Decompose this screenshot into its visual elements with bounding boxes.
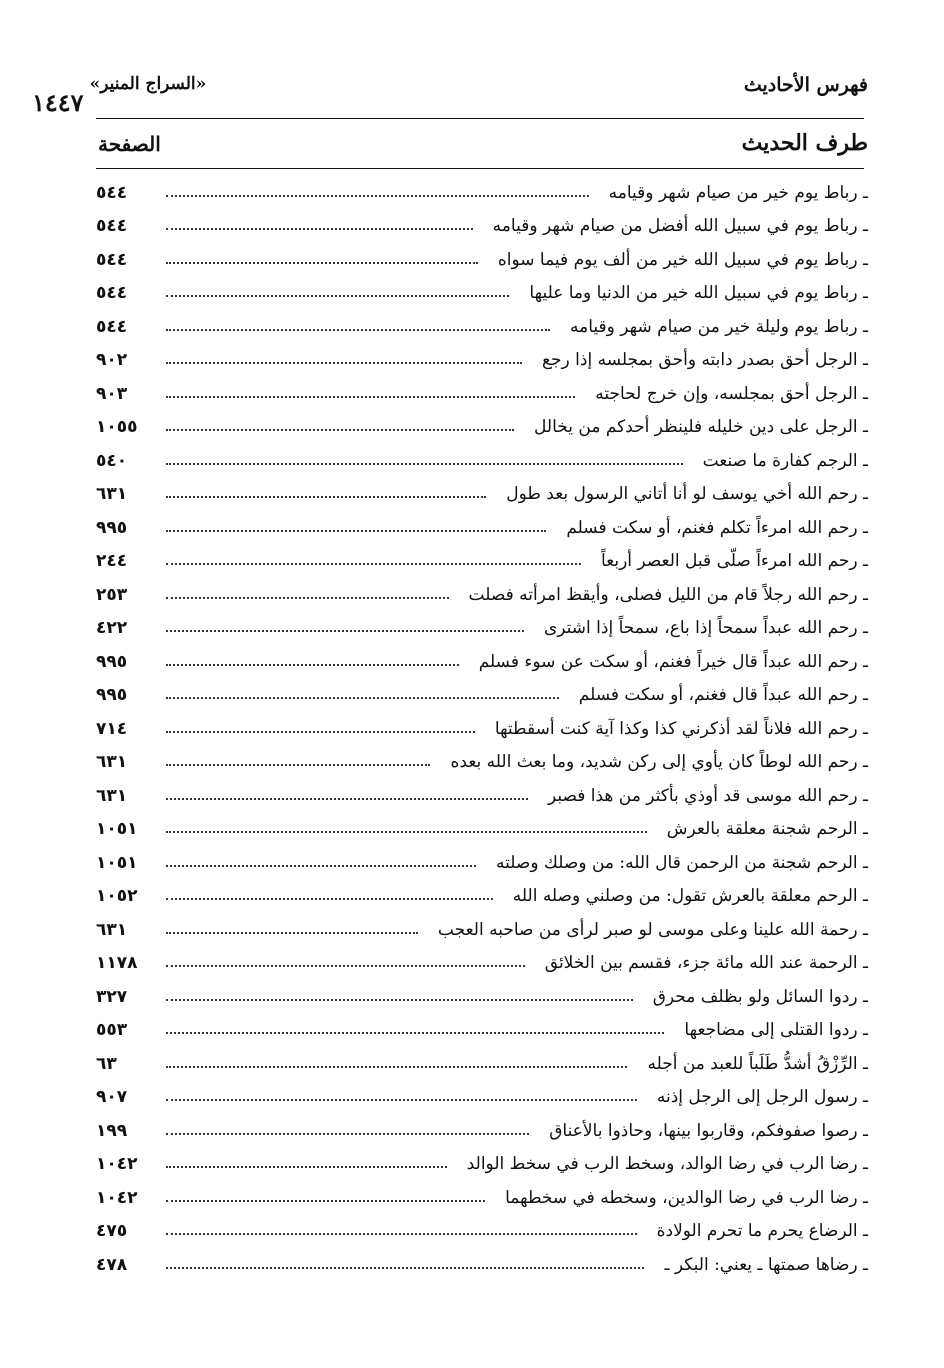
hadith-text: ـ ردوا السائل ولو بظلف محرق [652, 986, 868, 1007]
dot-leader [166, 429, 514, 431]
page-ref: ١١٧٨ [96, 953, 138, 974]
page-ref: ٦٣١ [96, 484, 128, 505]
dot-leader [166, 865, 476, 867]
index-row [96, 712, 868, 746]
hadith-text: ـ رباط يوم في سبيل الله خير من ألف يوم فيما سواه [497, 249, 868, 270]
page-ref: ١٠٤٢ [96, 1154, 138, 1175]
hadith-text: ـ الرحم شجنة من الرحمن قال الله: من وصلك وصلته [496, 852, 868, 873]
page-ref: ٥٤٤ [96, 182, 128, 203]
index-row [96, 511, 868, 545]
page-ref: ١٠٥٥ [96, 417, 138, 438]
hadith-text: ـ رحم الله امرءاً تكلم فغنم، أو سكت فسلم [566, 517, 868, 538]
index-row [96, 880, 868, 914]
page-ref: ٤٧٨ [96, 1254, 128, 1275]
dot-leader [166, 563, 581, 565]
dot-leader [166, 664, 459, 666]
index-row [96, 1081, 868, 1115]
page-ref: ٩٩٥ [96, 685, 128, 706]
page-ref: ٥٤٤ [96, 249, 128, 270]
page-ref: ٥٤٠ [96, 450, 128, 471]
hadith-text: ـ رحم الله أخي يوسف لو أنا أتاني الرسول بعد طول [506, 484, 868, 505]
index-row [96, 444, 868, 478]
top-rule [96, 118, 864, 119]
page-ref: ٢٤٤ [96, 551, 128, 572]
index-row [96, 813, 868, 847]
index-row [96, 243, 868, 277]
page-ref: ٤٢٢ [96, 618, 128, 639]
dot-leader [166, 496, 486, 498]
index-row [96, 1014, 868, 1048]
page-ref: ٥٥٣ [96, 1020, 128, 1041]
hadith-text: ـ رحم الله موسى قد أوذي بأكثر من هذا فصبر [547, 785, 868, 806]
index-row [96, 1181, 868, 1215]
index-row [96, 947, 868, 981]
column-header-page: الصفحة [98, 132, 161, 156]
index-row [96, 746, 868, 780]
page-ref: ٦٣١ [96, 752, 128, 773]
dot-leader [166, 1099, 637, 1101]
page-ref: ٥٤٤ [96, 283, 128, 304]
dot-leader [166, 697, 559, 699]
index-row [96, 645, 868, 679]
hadith-text: ـ الرحمة عند الله مائة جزء، فقسم بين الخلائق [544, 953, 868, 974]
dot-leader [166, 932, 418, 934]
hadith-text: ـ الرجل على دين خليله فلينظر أحدكم من يخالل [534, 417, 868, 438]
index-row [96, 478, 868, 512]
page-ref: ٢٥٣ [96, 584, 128, 605]
hadith-text: ـ رحم الله عبداً قال فغنم، أو سكت فسلم [578, 685, 868, 706]
dot-leader [166, 965, 525, 967]
index-row [96, 277, 868, 311]
index-row [96, 612, 868, 646]
dot-leader [166, 764, 430, 766]
page-ref: ٩٠٢ [96, 350, 128, 371]
index-row [96, 377, 868, 411]
hadith-text: ـ الرحم معلقة بالعرش تقول: من وصلني وصله الله [512, 886, 868, 907]
index-row [96, 310, 868, 344]
dot-leader [166, 831, 647, 833]
page-ref: ٦٣ [96, 1053, 117, 1074]
page-ref: ١٠٥١ [96, 819, 138, 840]
hadith-text: ـ رضا الرب في رضا الوالدين، وسخطه في سخطهما [505, 1187, 868, 1208]
page-ref: ٩٩٥ [96, 517, 128, 538]
index-row [96, 1114, 868, 1148]
book-title: «السراج المنير» [89, 74, 207, 94]
index-row [96, 1248, 868, 1282]
dot-leader [166, 463, 683, 465]
page-ref: ١٠٤٢ [96, 1187, 138, 1208]
index-row [96, 846, 868, 880]
dot-leader [166, 798, 528, 800]
page-ref: ١٠٥١ [96, 852, 138, 873]
hadith-text: ـ رحم الله عبداً سمحاً إذا باع، سمحاً إذا اشترى [543, 618, 868, 639]
dot-leader [166, 731, 475, 733]
hadith-text: ـ رسول الرجل إلى الرجل إذنه [656, 1087, 868, 1108]
index-row [96, 210, 868, 244]
dot-leader [166, 630, 524, 632]
hadith-text: ـ رضا الرب في رضا الوالد، وسخط الرب في سخط الوالد [466, 1154, 868, 1175]
hadith-index-list [96, 176, 868, 1282]
index-row [96, 1047, 868, 1081]
index-row [96, 578, 868, 612]
hadith-text: ـ الرحم شجنة معلقة بالعرش [666, 819, 868, 840]
index-row [96, 1148, 868, 1182]
page-ref: ٩٠٧ [96, 1087, 128, 1108]
hadith-text: ـ رحم الله امرءاً صلّى قبل العصر أربعاً [600, 551, 868, 572]
dot-leader [166, 1066, 627, 1068]
hadith-text: ـ رباط يوم في سبيل الله أفضل من صيام شهر وقيامه [492, 216, 868, 237]
dot-leader [166, 1166, 447, 1168]
index-row [96, 545, 868, 579]
section-title: فهرس الأحاديث [743, 74, 868, 96]
dot-leader [166, 1233, 637, 1235]
dot-leader [166, 530, 546, 532]
index-row [96, 679, 868, 713]
hadith-text: ـ ردوا القتلى إلى مضاجعها [684, 1020, 868, 1041]
hadith-text: ـ رضاها صمتها ـ يعني: البكر ـ [664, 1254, 868, 1275]
hadith-text: ـ رحم الله عبداً قال خيراً فغنم، أو سكت عن سوء فسلم [478, 651, 868, 672]
column-header-hadith: طرف الحديث [741, 130, 868, 156]
page-ref: ٧١٤ [96, 718, 128, 739]
page-number: ١٤٤٧ [32, 88, 84, 117]
page-ref: ٩٠٣ [96, 383, 128, 404]
dot-leader [166, 396, 575, 398]
page-ref: ١٩٩ [96, 1120, 128, 1141]
dot-leader [166, 898, 493, 900]
dot-leader [166, 1267, 644, 1269]
dot-leader [166, 362, 522, 364]
page-ref: ٦٣١ [96, 919, 128, 940]
dot-leader [166, 228, 473, 230]
header-rule [96, 168, 864, 169]
index-row [96, 779, 868, 813]
hadith-text: ـ رحمة الله علينا وعلى موسى لو صبر لرأى من صاحبه العجب [437, 919, 868, 940]
hadith-text: ـ رباط يوم في سبيل الله خير من الدنيا وما عليها [529, 283, 868, 304]
hadith-text: ـ الرجل أحق بمجلسه، وإن خرج لحاجته [595, 383, 868, 404]
index-row [96, 913, 868, 947]
dot-leader [166, 597, 449, 599]
page-ref: ٥٤٤ [96, 216, 128, 237]
page-ref: ٤٧٥ [96, 1221, 128, 1242]
page-ref: ٩٩٥ [96, 651, 128, 672]
index-row [96, 411, 868, 445]
hadith-text: ـ رباط يوم خير من صيام شهر وقيامه [608, 182, 868, 203]
dot-leader [166, 329, 550, 331]
index-row [96, 344, 868, 378]
page-ref: ٦٣١ [96, 785, 128, 806]
index-row [96, 176, 868, 210]
hadith-text: ـ رحم الله رجلاً قام من الليل فصلى، وأيقظ امرأته فصلت [468, 584, 868, 605]
dot-leader [166, 195, 589, 197]
hadith-text: ـ رحم الله فلاناً لقد أذكرني كذا وكذا آية كنت أسقطتها [494, 718, 868, 739]
dot-leader [166, 1032, 664, 1034]
hadith-text: ـ رصوا صفوفكم، وقاربوا بينها، وحاذوا بالأعناق [549, 1120, 868, 1141]
hadith-text: ـ الرجل أحق بصدر دابته وأحق بمجلسه إذا رجع [541, 350, 868, 371]
dot-leader [166, 1133, 529, 1135]
hadith-text: ـ الرضاع يحرم ما تحرم الولادة [656, 1221, 868, 1242]
dot-leader [166, 262, 478, 264]
page-ref: ٣٢٧ [96, 986, 128, 1007]
hadith-text: ـ الرِّزْقُ أشدُّ طَلَباً للعبد من أجله [647, 1053, 868, 1074]
page-ref: ١٠٥٢ [96, 886, 138, 907]
hadith-text: ـ الرجم كفارة ما صنعت [702, 450, 868, 471]
page-ref: ٥٤٤ [96, 316, 128, 337]
index-row [96, 1215, 868, 1249]
dot-leader [166, 999, 633, 1001]
dot-leader [166, 1200, 485, 1202]
dot-leader [166, 295, 509, 297]
hadith-text: ـ رباط يوم وليلة خير من صيام شهر وقيامه [569, 316, 868, 337]
running-header-book-title [32, 74, 207, 117]
hadith-text: ـ رحم الله لوطاً كان يأوي إلى ركن شديد، وما بعث الله بعده [450, 752, 868, 773]
index-row [96, 980, 868, 1014]
